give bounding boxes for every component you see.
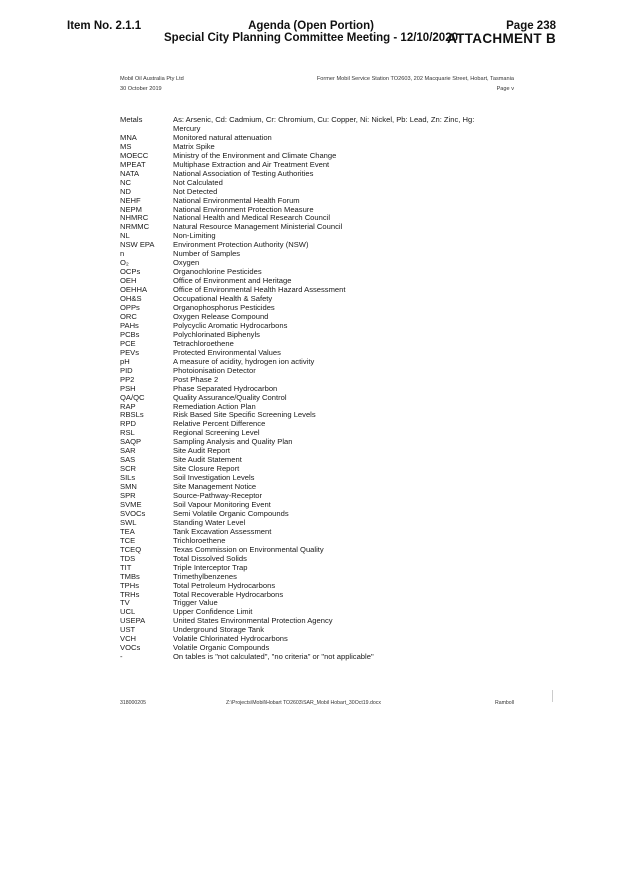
abbreviation-definition: Total Dissolved Solids — [173, 553, 247, 563]
abbreviation-definition: Standing Water Level — [173, 517, 246, 527]
abbreviation-term: pH — [120, 356, 130, 366]
abbreviation-definition: National Health and Medical Research Council — [173, 213, 331, 223]
abbreviation-term: TEA — [120, 526, 135, 536]
abbreviation-definition: Relative Percent Difference — [173, 419, 266, 429]
abbreviation-term: USEPA — [120, 616, 146, 626]
abbreviation-term: Metals — [120, 115, 143, 124]
abbreviation-definition: Multiphase Extraction and Air Treatment Event — [173, 159, 330, 169]
abbreviation-definition: Occupational Health & Safety — [173, 294, 273, 304]
abbreviation-definition: Oxygen — [173, 258, 200, 268]
abbreviation-term: n — [120, 249, 125, 259]
abbreviation-term: OPPs — [120, 303, 140, 313]
abbreviation-definition: National Association of Testing Authorities — [173, 168, 314, 178]
abbreviation-definition: Protected Environmental Values — [173, 347, 281, 357]
abbreviation-definition: Organochlorine Pesticides — [173, 267, 262, 277]
abbreviation-term: NC — [120, 177, 131, 187]
abbreviation-definition: Tank Excavation Assessment — [173, 526, 272, 536]
abbreviation-definition: Trimethylbenzenes — [173, 571, 237, 581]
abbreviation-term: VOCs — [120, 643, 141, 653]
abbreviation-term: OH&S — [120, 294, 142, 304]
doc-date: 30 October 2019 — [120, 86, 162, 92]
abbreviation-term: TMBs — [120, 571, 140, 581]
abbreviation-definition: Soil Vapour Monitoring Event — [173, 499, 271, 509]
doc-site: Former Mobil Service Station TO2603, 202 Macquarie Street, Hobart, Tasmania — [316, 76, 514, 82]
abbreviation-definition: Office of Environment and Heritage — [173, 276, 292, 286]
abbreviation-term: SCR — [120, 464, 137, 474]
abbreviation-definition: Post Phase 2 — [173, 374, 219, 384]
abbreviation-term: SAS — [120, 455, 136, 465]
abbreviation-term: TIT — [120, 562, 132, 572]
abbreviation-term: ORC — [120, 311, 137, 321]
abbreviation-definition: Site Management Notice — [173, 482, 257, 492]
abbreviation-term: TRHs — [120, 589, 140, 599]
abbreviation-definition: Phase Separated Hydrocarbon — [173, 383, 278, 393]
abbreviation-term: MOECC — [120, 150, 149, 160]
page-number: Page 238 — [506, 20, 556, 32]
doc-company: Mobil Oil Australia Pty Ltd — [120, 76, 184, 82]
abbreviation-definition: Volatile Chlorinated Hydrocarbons — [173, 634, 288, 644]
abbreviation-definition: Trichloroethene — [173, 535, 226, 545]
abbreviation-definition: Mercury — [173, 123, 201, 133]
abbreviation-list — [120, 116, 520, 662]
abbreviation-definition: Monitored natural attenuation — [173, 132, 272, 142]
abbreviation-term: RAP — [120, 401, 136, 411]
abbreviation-definition: Oxygen Release Compound — [173, 311, 269, 321]
abbreviation-term: OCPs — [120, 267, 141, 277]
footer-path: Z:\Projects\Mobil\Hobart TO2603\SAR_Mobil Hobart_30Oct19.docx — [226, 700, 381, 706]
abbreviation-term: OEHHA — [120, 285, 148, 295]
abbreviation-term: UST — [120, 625, 136, 635]
abbreviation-term: NRMMC — [120, 222, 150, 232]
abbreviation-term: PID — [120, 365, 133, 375]
abbreviation-term: PCBs — [120, 329, 140, 339]
abbreviation-term: QA/QC — [120, 392, 145, 402]
abbreviation-definition: United States Environmental Protection Agency — [173, 616, 333, 626]
abbreviation-definition: Upper Confidence Limit — [173, 607, 253, 617]
abbreviation-definition: National Environmental Health Forum — [173, 195, 300, 205]
abbreviation-definition: Ministry of the Environment and Climate Change — [173, 150, 337, 160]
abbreviation-definition: Not Calculated — [173, 177, 223, 187]
abbreviation-term: UCL — [120, 607, 136, 617]
abbreviation-definition: Volatile Organic Compounds — [173, 643, 270, 653]
abbreviation-definition: Risk Based Site Specific Screening Levels — [173, 410, 316, 420]
abbreviation-term: TDS — [120, 553, 136, 563]
abbreviation-definition: Trigger Value — [173, 598, 218, 608]
abbreviation-term: PSH — [120, 383, 136, 393]
abbreviation-term: NEPM — [120, 204, 142, 214]
footer-company: Ramboll — [494, 700, 514, 706]
page-edge-mark — [552, 690, 553, 702]
abbreviation-definition: Organophosphorus Pesticides — [173, 303, 275, 313]
abbreviation-definition: Site Audit Report — [173, 446, 230, 456]
abbreviation-term: SAR — [120, 446, 136, 456]
abbreviation-term: TPHs — [120, 580, 139, 590]
abbreviation-term: - — [120, 652, 123, 662]
abbreviation-definition: Total Recoverable Hydrocarbons — [173, 589, 284, 599]
abbreviation-term: SMN — [120, 482, 137, 492]
abbreviation-term: O₂ — [120, 258, 129, 268]
abbreviation-term: VCH — [120, 634, 137, 644]
abbreviation-definition: Polychlorinated Biphenyls — [173, 329, 260, 339]
abbreviation-term: ND — [120, 186, 131, 196]
abbreviation-definition: Total Petroleum Hydrocarbons — [173, 580, 276, 590]
abbreviation-definition: Semi Volatile Organic Compounds — [173, 508, 289, 518]
abbreviation-term: NSW EPA — [120, 240, 155, 250]
abbreviation-term: SPR — [120, 491, 136, 501]
abbreviation-term: PEVs — [120, 347, 139, 357]
abbreviation-term: SILs — [120, 473, 136, 483]
attachment-label: ATTACHMENT B — [447, 31, 556, 46]
abbreviation-definition: Remediation Action Plan — [173, 401, 256, 411]
abbreviation-definition: Polycyclic Aromatic Hydrocarbons — [173, 320, 288, 330]
abbreviation-term: SWL — [120, 517, 137, 527]
abbreviation-definition: Underground Storage Tank — [173, 625, 265, 635]
abbreviation-definition: Regional Screening Level — [173, 428, 260, 438]
abbreviation-term: SAQP — [120, 437, 142, 447]
abbreviation-definition: Office of Environmental Health Hazard Assessment — [173, 285, 346, 295]
abbreviation-definition: Texas Commission on Environmental Quality — [173, 544, 324, 554]
abbreviation-term: MS — [120, 141, 132, 151]
abbreviation-term: OEH — [120, 276, 137, 286]
abbreviation-definition: Photoionisation Detector — [173, 365, 256, 375]
abbreviation-term: RBSLs — [120, 410, 144, 420]
abbreviation-term: NEHF — [120, 195, 141, 205]
abbreviation-definition: Tetrachloroethene — [173, 338, 234, 348]
abbreviation-term: SVOCs — [120, 508, 146, 518]
footer-code: 318000205 — [120, 700, 146, 706]
abbreviation-definition: National Environment Protection Measure — [173, 204, 314, 214]
abbreviation-term: NHMRC — [120, 213, 149, 223]
abbreviation-term: SVME — [120, 499, 142, 509]
abbreviation-term: RPD — [120, 419, 137, 429]
abbreviation-term: TV — [120, 598, 130, 608]
abbreviation-term: TCEQ — [120, 544, 142, 554]
abbreviation-term: PCE — [120, 338, 136, 348]
abbreviation-definition: Source-Pathway-Receptor — [173, 491, 263, 501]
abbreviation-term: PP2 — [120, 374, 135, 384]
abbreviation-definition: Environment Protection Authority (NSW) — [173, 240, 309, 250]
meeting-title: Special City Planning Committee Meeting - 12/10/2020 — [164, 32, 458, 44]
item-number: Item No. 2.1.1 — [67, 20, 142, 32]
abbreviation-definition: As: Arsenic, Cd: Cadmium, Cr: Chromium, Cu: Copper, Ni: Nickel, Pb: Lead, Zn: Zinc, Hg: — [173, 115, 475, 124]
abbreviation-definition: Sampling Analysis and Quality Plan — [173, 437, 293, 447]
agenda-title: Agenda (Open Portion) — [248, 20, 374, 32]
abbreviation-definition: Site Closure Report — [173, 464, 240, 474]
abbreviation-definition: A measure of acidity, hydrogen ion activity — [173, 356, 315, 366]
abbreviation-definition: Quality Assurance/Quality Control — [173, 392, 287, 402]
abbreviation-term: NL — [120, 231, 130, 241]
abbreviation-definition: On tables is "not calculated", "no criteria" or "not applicable" — [173, 652, 374, 662]
abbreviation-definition: Not Detected — [173, 186, 218, 196]
abbreviation-definition: Matrix Spike — [173, 141, 215, 151]
abbreviation-term: MNA — [120, 132, 137, 142]
abbreviation-term: MPEAT — [120, 159, 146, 169]
abbreviation-definition: Triple Interceptor Trap — [173, 562, 248, 572]
abbreviation-term: NATA — [120, 168, 140, 178]
abbreviation-term: TCE — [120, 535, 136, 545]
abbreviation-definition: Non-Limiting — [173, 231, 216, 241]
doc-page: Page v — [496, 86, 514, 92]
abbreviation-definition: Site Audit Statement — [173, 455, 242, 465]
abbreviation-row — [120, 653, 520, 662]
abbreviation-term: PAHs — [120, 320, 139, 330]
abbreviation-definition: Natural Resource Management Ministerial Council — [173, 222, 343, 232]
abbreviation-definition: Soil Investigation Levels — [173, 473, 255, 483]
abbreviation-term: RSL — [120, 428, 135, 438]
abbreviation-definition: Number of Samples — [173, 249, 241, 259]
